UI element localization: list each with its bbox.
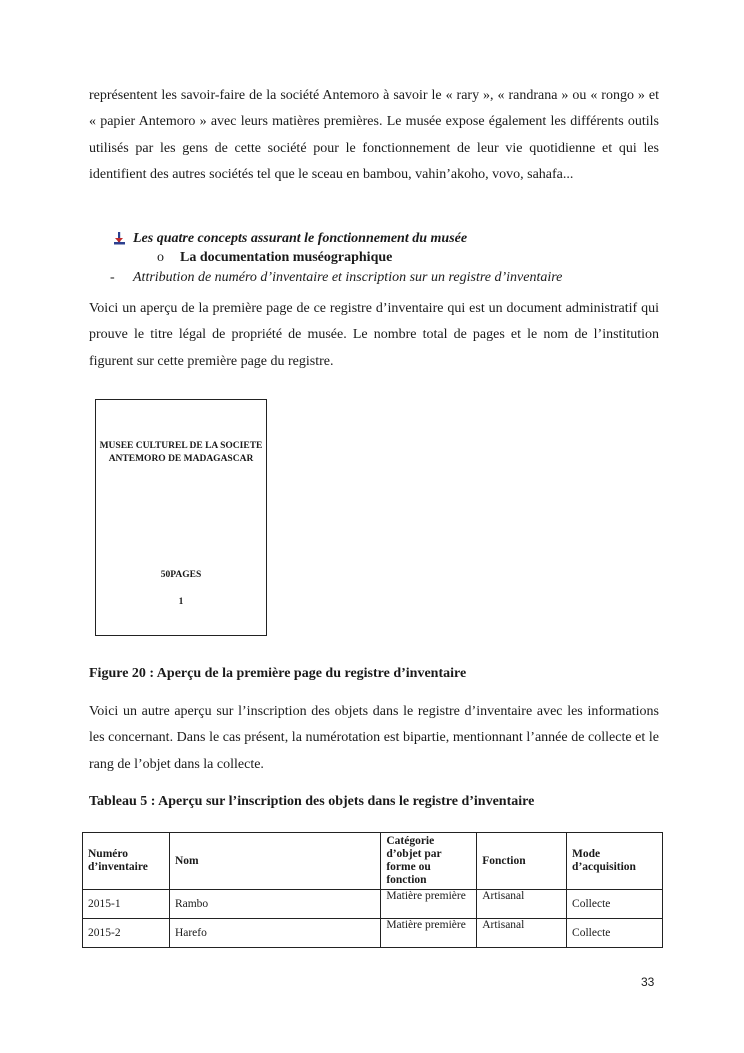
arrow-bullet-icon [112, 231, 126, 245]
table-header-row [83, 833, 663, 890]
subsection-heading: La documentation muséographique [180, 250, 393, 265]
cell-fonction: Artisanal [477, 890, 567, 919]
inventory-table [82, 832, 663, 948]
header-fonction: Fonction [477, 833, 567, 890]
page-number: 33 [641, 975, 655, 989]
cell-numero: 2015-1 [83, 890, 170, 919]
header-numero: Numéro d’inventaire [83, 833, 170, 890]
register-first-page [95, 399, 267, 636]
register-institution-title: MUSEE CULTUREL DE LA SOCIETE ANTEMORO DE MADAGASCAR [99, 441, 263, 464]
header-categorie: Catégorie d’objet par forme ou fonction [381, 833, 477, 890]
cell-mode: Collecte [567, 919, 663, 948]
section-heading: Les quatre concepts assurant le fonctionnement du musée [133, 231, 468, 246]
table-row [83, 919, 663, 948]
body-paragraph-2: Voici un aperçu de la première page de ce registre d’inventaire qui est un document administratif qui prouve le titre légal de propriété de musée. Le nombre total de pages et le nom de l’institution figurent sur cette première page du registre. [89, 301, 659, 369]
register-number: 1 [178, 597, 184, 607]
cell-fonction: Artisanal [477, 919, 567, 948]
sub-item-text: Attribution de numéro d’inventaire et inscription sur un registre d’inventaire [133, 270, 563, 285]
cell-mode: Collecte [567, 890, 663, 919]
cell-numero: 2015-2 [83, 919, 170, 948]
table-caption: Tableau 5 : Aperçu sur l’inscription des objets dans le registre d’inventaire [89, 794, 535, 809]
cell-nom: Rambo [169, 890, 380, 919]
sub-item-marker: - [110, 270, 115, 285]
cell-categorie: Matière première [381, 890, 477, 919]
subsection-marker: o [157, 250, 164, 265]
cell-categorie: Matière première [381, 919, 477, 948]
header-mode: Mode d’acquisition [567, 833, 663, 890]
body-paragraph-3: Voici un autre aperçu sur l’inscription des objets dans le registre d’inventaire avec les informations les concernant. Dans le cas présent, la numérotation est bipartie, mentionnant l’année de collecte et le rang de l’objet dans la collecte. [89, 704, 659, 772]
body-paragraph-1: représentent les savoir-faire de la société Antemoro à savoir le « rary », « randrana » ou « rongo » et « papier Antemoro » avec leurs matières premières. Le musée expose également les différents outils utilisés par les gens de cette société pour le fonctionnement de leur vie quotidienne et qui les identifient des autres sociétés tel que le sceau en bambou, vahin’akoho, vovo, sahafa... [89, 88, 659, 182]
header-nom: Nom [169, 833, 380, 890]
figure-caption: Figure 20 : Aperçu de la première page du registre d’inventaire [89, 666, 467, 681]
table-row [83, 890, 663, 919]
cell-nom: Harefo [169, 919, 380, 948]
register-page-count: 50PAGES [160, 570, 202, 580]
